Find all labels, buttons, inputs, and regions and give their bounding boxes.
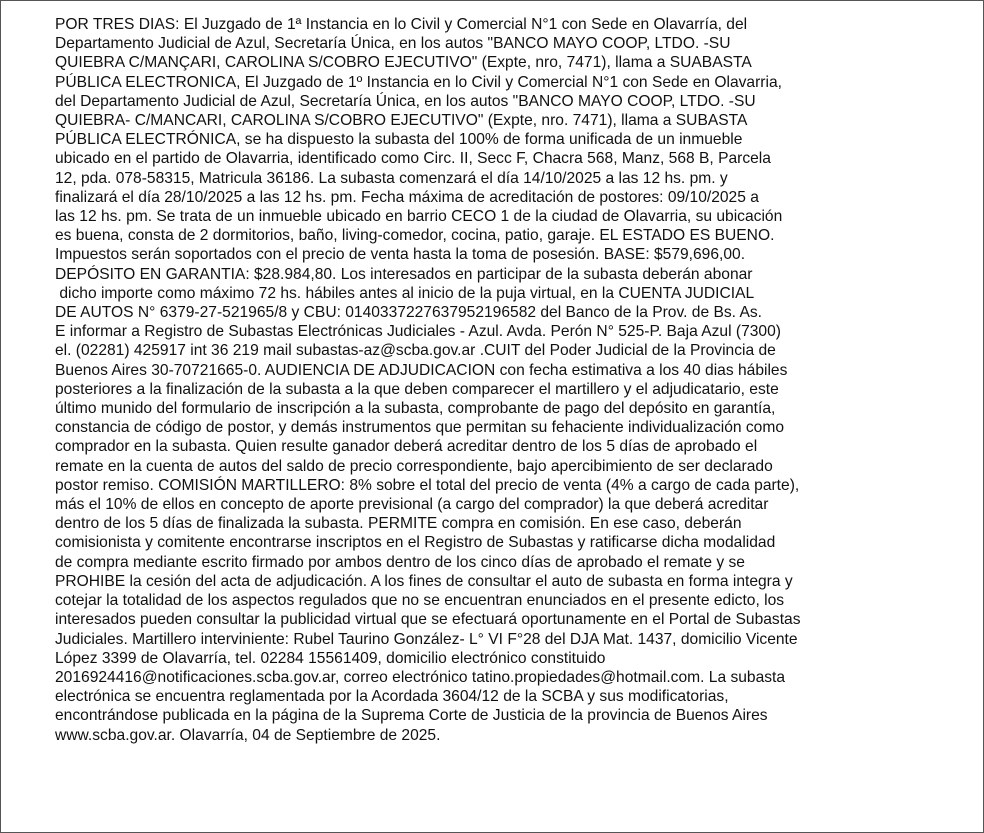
- edict-line: Buenos Aires 30-70721665-0. AUDIENCIA DE ADJUDICACION con fecha estimativa a los 40 dias hábiles: [55, 361, 788, 379]
- edict-line: último munido del formulario de inscripción a la subasta, comprobante de pago del depósito en garantía,: [55, 400, 776, 418]
- edict-line: electrónica se encuentra reglamentada por la Acordada 3604/12 de la SCBA y sus modificatorias,: [55, 688, 729, 706]
- edict-line: es buena, consta de 2 dormitorios, baño, living-comedor, cocina, patio, garaje. EL ESTADO ES BUENO.: [55, 227, 775, 245]
- edict-line: constancia de código de postor, y demás instrumentos que permitan su fehaciente individualización como: [55, 419, 784, 437]
- edict-line: las 12 hs. pm. Se trata de un inmueble ubicado en barrio CECO 1 de la ciudad de Olavarria, su ubicación: [55, 208, 783, 226]
- edict-line: comisionista y comitente encontrarse inscriptos en el Registro de Subastas y ratificarse dicha modalidad: [55, 534, 776, 552]
- edict-line: POR TRES DIAS: El Juzgado de 1ª Instancia en lo Civil y Comercial N°1 con Sede en Olavarría, del: [55, 16, 748, 33]
- edict-line: interesados pueden consultar la publicidad virtual que se efectuará oportunamente en el Portal de Subastas: [55, 611, 801, 629]
- edict-line: QUIEBRA- C/MANCARI, CAROLINA S/COBRO EJECUTIVO" (Expte, nro. 7471), llama a SUBASTA: [55, 112, 748, 130]
- edict-line: postor remiso. COMISIÓN MARTILLERO: 8% sobre el total del precio de venta (4% a cargo de cada parte),: [55, 476, 800, 494]
- edict-line: el. (02281) 425917 int 36 219 mail subastas-az@scba.gov.ar .CUIT del Poder Judicial de la Provincia de: [55, 342, 776, 360]
- edict-line: Judiciales. Martillero interviniente: Rubel Taurino González- L° VI F°28 del DJA Mat. 1437, domicilio Vicente: [55, 630, 798, 648]
- edict-line: de compra mediante escrito firmado por ambos dentro de los cinco días de aprobado el remate y se: [55, 553, 745, 571]
- edict-line: encontrándose publicada en la página de la Suprema Corte de Justicia de la provincia de Buenos Aires: [55, 707, 768, 725]
- edict-line: dicho importe como máximo 72 hs. hábiles antes al inicio de la puja virtual, en la CUENTA JUDICIAL: [55, 284, 755, 302]
- edict-line: QUIEBRA C/MANÇARI, CAROLINA S/COBRO EJECUTIVO" (Expte, nro, 7471), llama a SUABASTA: [55, 54, 752, 72]
- edict-line: www.scba.gov.ar. Olavarría, 04 de Septiembre de 2025.: [55, 726, 441, 744]
- edict-line: DEPÓSITO EN GARANTIA: $28.984,80. Los interesados en participar de la subasta deberán abonar: [55, 265, 753, 283]
- edict-line: 12, pda. 078-58315, Matricula 36186. La subasta comenzará el día 14/10/2025 a las 12 hs. pm. y: [55, 169, 728, 187]
- edict-line: PÚBLICA ELECTRONICA, El Juzgado de 1º Instancia en lo Civil y Comercial N°1 con Sede en Olavarria,: [55, 73, 782, 91]
- edict-line: Impuestos serán soportados con el precio de venta hasta la toma de posesión. BASE: $579,696,00.: [55, 246, 746, 264]
- edict-line: del Departamento Judicial de Azul, Secretaría Única, en los autos "BANCO MAYO COOP, LTDO. -SU: [55, 92, 756, 110]
- edict-line: posteriores a la finalización de la subasta a la que deben comparecer el martillero y el adjudicatario, este: [55, 380, 779, 398]
- edict-line: finalizará el día 28/10/2025 a las 12 hs. pm. Fecha máxima de acreditación de postores: 09/10/2025 a: [55, 188, 759, 206]
- edict-line: López 3399 de Olavarría, tel. 02284 15561409, domicilio electrónico constituido: [55, 649, 606, 667]
- edict-line: PROHIBE la cesión del acta de adjudicación. A los fines de consultar el auto de subasta en forma integra y: [55, 572, 793, 590]
- edict-line: E informar a Registro de Subastas Electrónicas Judiciales - Azul. Avda. Perón N° 525-P. Baja Azul (7300): [55, 323, 781, 341]
- edict-line: 2016924416@notificaciones.scba.gov.ar, correo electrónico tatino.propiedades@hotmail.com. La subasta: [55, 668, 786, 686]
- edict-line: remate en la cuenta de autos del saldo de precio correspondiente, bajo apercibimiento de ser declarado: [55, 457, 773, 475]
- edict-line: dentro de los 5 días de finalizada la subasta. PERMITE compra en comisión. En ese caso, deberán: [55, 515, 742, 533]
- edict-line: cotejar la totalidad de los aspectos regulados que no se encuentran enunciados en el presente edicto, los: [55, 592, 785, 610]
- edict-line: ubicado en el partido de Olavarria, identificado como Circ. II, Secc F, Chacra 568, Manz, 568 B, Parcela: [55, 150, 771, 168]
- edict-line: DE AUTOS N° 6379-27-521965/8 y CBU: 0140337227637952196582 del Banco de la Prov. de Bs. As.: [55, 304, 762, 322]
- edict-line: más el 10% de ellos en concepto de aporte previsional (a cargo del comprador) la que deberá acreditar: [55, 496, 769, 514]
- edict-text: [55, 15, 935, 745]
- edict-line: PÚBLICA ELECTRÓNICA, se ha dispuesto la subasta del 100% de forma unificada de un inmueble: [55, 131, 743, 149]
- edict-line: comprador en la subasta. Quien resulte ganador deberá acreditar dentro de los 5 días de aprobado el: [55, 438, 758, 456]
- edict-line: Departamento Judicial de Azul, Secretaría Única, en los autos "BANCO MAYO COOP, LTDO. -SU: [55, 35, 731, 53]
